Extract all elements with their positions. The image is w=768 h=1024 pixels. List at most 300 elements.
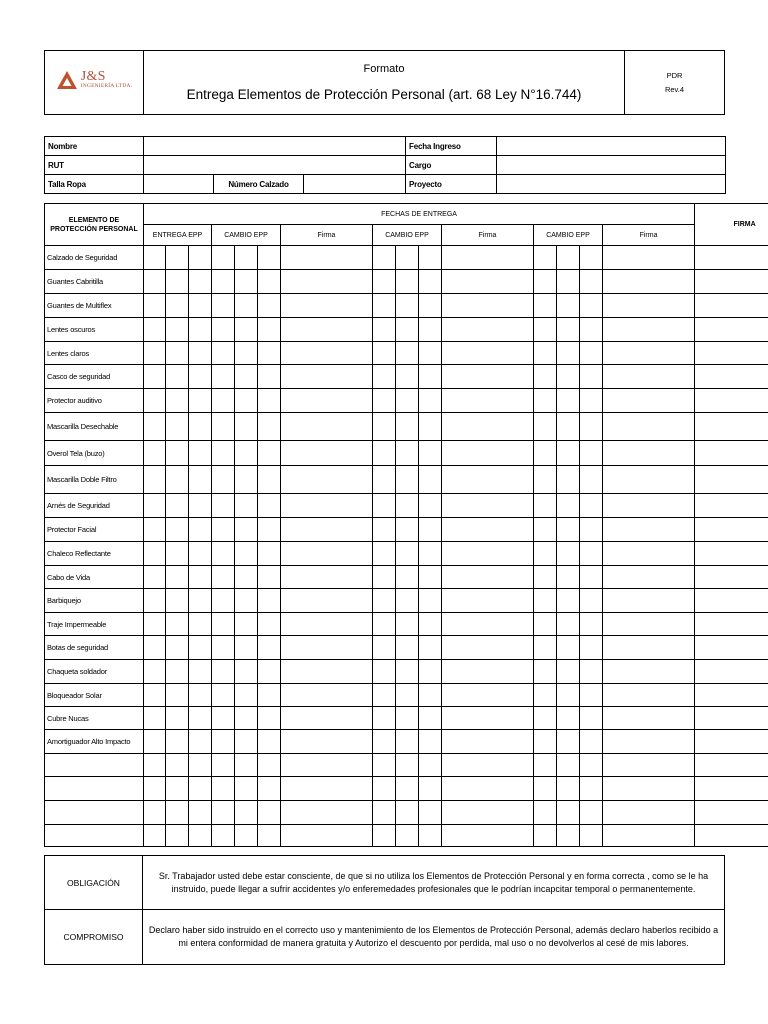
cambio-date-cell[interactable] [212,825,235,847]
cambio-date-cell[interactable] [373,318,396,342]
entrega-date-cell[interactable] [189,246,212,270]
cambio-date-cell[interactable] [557,518,580,542]
entrega-date-cell[interactable] [189,389,212,413]
cambio-date-cell[interactable] [258,270,281,294]
cambio-date-cell[interactable] [396,589,419,613]
cambio-date-cell[interactable] [419,825,442,847]
firma-cell[interactable] [281,518,373,542]
cambio-date-cell[interactable] [212,566,235,589]
cambio-date-cell[interactable] [258,684,281,707]
entrega-date-cell[interactable] [166,389,189,413]
entrega-date-cell[interactable] [189,636,212,660]
cambio-date-cell[interactable] [534,707,557,730]
cambio-date-cell[interactable] [580,413,603,441]
cambio-date-cell[interactable] [212,613,235,636]
cambio-date-cell[interactable] [580,825,603,847]
entrega-date-cell[interactable] [189,294,212,318]
firma-cell[interactable] [281,589,373,613]
cambio-date-cell[interactable] [419,494,442,518]
cambio-date-cell[interactable] [396,518,419,542]
cambio-date-cell[interactable] [373,801,396,825]
cambio-date-cell[interactable] [235,342,258,365]
cambio-date-cell[interactable] [557,342,580,365]
final-firma-cell[interactable] [695,660,768,684]
cambio-date-cell[interactable] [235,389,258,413]
final-firma-cell[interactable] [695,318,768,342]
final-firma-cell[interactable] [695,566,768,589]
entrega-date-cell[interactable] [144,825,166,847]
firma-cell[interactable] [442,613,534,636]
cambio-date-cell[interactable] [258,777,281,801]
entrega-date-cell[interactable] [189,825,212,847]
cambio-date-cell[interactable] [258,294,281,318]
final-firma-cell[interactable] [695,294,768,318]
cambio-date-cell[interactable] [557,494,580,518]
final-firma-cell[interactable] [695,518,768,542]
firma-cell[interactable] [603,566,695,589]
entrega-date-cell[interactable] [166,441,189,466]
cambio-date-cell[interactable] [419,389,442,413]
firma-cell[interactable] [603,518,695,542]
final-firma-cell[interactable] [695,542,768,566]
cambio-date-cell[interactable] [580,613,603,636]
cambio-date-cell[interactable] [534,566,557,589]
cambio-date-cell[interactable] [373,365,396,389]
entrega-date-cell[interactable] [166,365,189,389]
cambio-date-cell[interactable] [373,246,396,270]
entrega-date-cell[interactable] [189,365,212,389]
cambio-date-cell[interactable] [212,413,235,441]
cambio-date-cell[interactable] [534,777,557,801]
cambio-date-cell[interactable] [235,365,258,389]
cargo-field[interactable] [497,156,726,175]
cambio-date-cell[interactable] [557,246,580,270]
cambio-date-cell[interactable] [373,441,396,466]
cambio-date-cell[interactable] [235,270,258,294]
entrega-date-cell[interactable] [144,613,166,636]
cambio-date-cell[interactable] [580,589,603,613]
cambio-date-cell[interactable] [580,365,603,389]
firma-cell[interactable] [442,542,534,566]
cambio-date-cell[interactable] [534,441,557,466]
firma-cell[interactable] [281,754,373,777]
cambio-date-cell[interactable] [373,542,396,566]
cambio-date-cell[interactable] [258,566,281,589]
cambio-date-cell[interactable] [580,754,603,777]
cambio-date-cell[interactable] [396,636,419,660]
cambio-date-cell[interactable] [534,825,557,847]
cambio-date-cell[interactable] [235,466,258,494]
cambio-date-cell[interactable] [419,707,442,730]
cambio-date-cell[interactable] [396,413,419,441]
firma-cell[interactable] [442,825,534,847]
cambio-date-cell[interactable] [235,413,258,441]
cambio-date-cell[interactable] [580,566,603,589]
entrega-date-cell[interactable] [144,636,166,660]
cambio-date-cell[interactable] [419,318,442,342]
entrega-date-cell[interactable] [144,707,166,730]
firma-cell[interactable] [603,636,695,660]
firma-cell[interactable] [281,707,373,730]
cambio-date-cell[interactable] [396,246,419,270]
firma-cell[interactable] [603,441,695,466]
cambio-date-cell[interactable] [419,246,442,270]
entrega-date-cell[interactable] [189,413,212,441]
cambio-date-cell[interactable] [396,707,419,730]
entrega-date-cell[interactable] [189,494,212,518]
cambio-date-cell[interactable] [580,636,603,660]
entrega-date-cell[interactable] [189,707,212,730]
firma-cell[interactable] [281,318,373,342]
entrega-date-cell[interactable] [144,270,166,294]
cambio-date-cell[interactable] [373,777,396,801]
cambio-date-cell[interactable] [235,660,258,684]
cambio-date-cell[interactable] [534,389,557,413]
cambio-date-cell[interactable] [419,342,442,365]
cambio-date-cell[interactable] [419,365,442,389]
entrega-date-cell[interactable] [166,270,189,294]
firma-cell[interactable] [281,246,373,270]
cambio-date-cell[interactable] [235,518,258,542]
cambio-date-cell[interactable] [373,294,396,318]
cambio-date-cell[interactable] [557,754,580,777]
cambio-date-cell[interactable] [258,636,281,660]
firma-cell[interactable] [281,413,373,441]
cambio-date-cell[interactable] [557,825,580,847]
cambio-date-cell[interactable] [557,413,580,441]
firma-cell[interactable] [442,707,534,730]
cambio-date-cell[interactable] [396,660,419,684]
entrega-date-cell[interactable] [189,613,212,636]
entrega-date-cell[interactable] [189,801,212,825]
cambio-date-cell[interactable] [419,801,442,825]
firma-cell[interactable] [281,466,373,494]
cambio-date-cell[interactable] [373,754,396,777]
firma-cell[interactable] [603,270,695,294]
cambio-date-cell[interactable] [212,246,235,270]
rut-field[interactable] [144,156,406,175]
firma-cell[interactable] [603,825,695,847]
cambio-date-cell[interactable] [557,466,580,494]
final-firma-cell[interactable] [695,684,768,707]
final-firma-cell[interactable] [695,494,768,518]
cambio-date-cell[interactable] [212,466,235,494]
cambio-date-cell[interactable] [580,494,603,518]
cambio-date-cell[interactable] [580,294,603,318]
cambio-date-cell[interactable] [419,589,442,613]
firma-cell[interactable] [442,246,534,270]
cambio-date-cell[interactable] [557,389,580,413]
firma-cell[interactable] [442,636,534,660]
cambio-date-cell[interactable] [580,660,603,684]
cambio-date-cell[interactable] [396,801,419,825]
cambio-date-cell[interactable] [534,294,557,318]
entrega-date-cell[interactable] [189,777,212,801]
cambio-date-cell[interactable] [258,494,281,518]
cambio-date-cell[interactable] [373,413,396,441]
cambio-date-cell[interactable] [373,684,396,707]
cambio-date-cell[interactable] [212,777,235,801]
firma-cell[interactable] [442,389,534,413]
cambio-date-cell[interactable] [419,636,442,660]
cambio-date-cell[interactable] [235,494,258,518]
cambio-date-cell[interactable] [235,636,258,660]
cambio-date-cell[interactable] [580,518,603,542]
cambio-date-cell[interactable] [235,754,258,777]
firma-cell[interactable] [603,413,695,441]
firma-cell[interactable] [281,294,373,318]
firma-cell[interactable] [442,466,534,494]
cambio-date-cell[interactable] [235,707,258,730]
cambio-date-cell[interactable] [557,589,580,613]
cambio-date-cell[interactable] [212,660,235,684]
entrega-date-cell[interactable] [166,684,189,707]
entrega-date-cell[interactable] [144,413,166,441]
entrega-date-cell[interactable] [144,294,166,318]
entrega-date-cell[interactable] [144,754,166,777]
cambio-date-cell[interactable] [557,294,580,318]
firma-cell[interactable] [442,589,534,613]
cambio-date-cell[interactable] [258,660,281,684]
firma-cell[interactable] [442,777,534,801]
cambio-date-cell[interactable] [258,342,281,365]
firma-cell[interactable] [442,754,534,777]
cambio-date-cell[interactable] [419,270,442,294]
cambio-date-cell[interactable] [373,589,396,613]
cambio-date-cell[interactable] [258,589,281,613]
cambio-date-cell[interactable] [534,518,557,542]
final-firma-cell[interactable] [695,777,768,801]
firma-cell[interactable] [281,730,373,754]
cambio-date-cell[interactable] [557,542,580,566]
firma-cell[interactable] [442,270,534,294]
cambio-date-cell[interactable] [557,318,580,342]
entrega-date-cell[interactable] [144,684,166,707]
entrega-date-cell[interactable] [189,589,212,613]
firma-cell[interactable] [281,494,373,518]
cambio-date-cell[interactable] [258,707,281,730]
final-firma-cell[interactable] [695,754,768,777]
cambio-date-cell[interactable] [419,542,442,566]
final-firma-cell[interactable] [695,825,768,847]
cambio-date-cell[interactable] [396,613,419,636]
firma-cell[interactable] [281,825,373,847]
entrega-date-cell[interactable] [166,707,189,730]
firma-cell[interactable] [603,365,695,389]
cambio-date-cell[interactable] [557,441,580,466]
entrega-date-cell[interactable] [166,613,189,636]
firma-cell[interactable] [281,441,373,466]
cambio-date-cell[interactable] [258,730,281,754]
entrega-date-cell[interactable] [166,413,189,441]
cambio-date-cell[interactable] [258,466,281,494]
fecha-ingreso-field[interactable] [497,137,726,156]
firma-cell[interactable] [603,589,695,613]
cambio-date-cell[interactable] [419,294,442,318]
entrega-date-cell[interactable] [166,318,189,342]
firma-cell[interactable] [281,270,373,294]
entrega-date-cell[interactable] [144,342,166,365]
cambio-date-cell[interactable] [212,518,235,542]
cambio-date-cell[interactable] [557,613,580,636]
firma-cell[interactable] [442,730,534,754]
cambio-date-cell[interactable] [258,413,281,441]
cambio-date-cell[interactable] [580,801,603,825]
cambio-date-cell[interactable] [258,441,281,466]
cambio-date-cell[interactable] [235,589,258,613]
entrega-date-cell[interactable] [144,589,166,613]
final-firma-cell[interactable] [695,730,768,754]
cambio-date-cell[interactable] [258,801,281,825]
firma-cell[interactable] [603,246,695,270]
cambio-date-cell[interactable] [557,270,580,294]
entrega-date-cell[interactable] [144,318,166,342]
cambio-date-cell[interactable] [396,270,419,294]
entrega-date-cell[interactable] [166,660,189,684]
firma-cell[interactable] [603,684,695,707]
cambio-date-cell[interactable] [373,566,396,589]
final-firma-cell[interactable] [695,613,768,636]
entrega-date-cell[interactable] [166,777,189,801]
cambio-date-cell[interactable] [534,613,557,636]
entrega-date-cell[interactable] [144,466,166,494]
cambio-date-cell[interactable] [557,777,580,801]
firma-cell[interactable] [442,318,534,342]
cambio-date-cell[interactable] [258,825,281,847]
entrega-date-cell[interactable] [166,542,189,566]
firma-cell[interactable] [442,494,534,518]
entrega-date-cell[interactable] [189,466,212,494]
cambio-date-cell[interactable] [212,589,235,613]
cambio-date-cell[interactable] [396,342,419,365]
cambio-date-cell[interactable] [396,389,419,413]
firma-cell[interactable] [603,660,695,684]
cambio-date-cell[interactable] [534,246,557,270]
cambio-date-cell[interactable] [258,754,281,777]
final-firma-cell[interactable] [695,270,768,294]
firma-cell[interactable] [603,613,695,636]
final-firma-cell[interactable] [695,365,768,389]
cambio-date-cell[interactable] [580,730,603,754]
entrega-date-cell[interactable] [144,801,166,825]
cambio-date-cell[interactable] [373,270,396,294]
cambio-date-cell[interactable] [580,270,603,294]
final-firma-cell[interactable] [695,389,768,413]
firma-cell[interactable] [281,342,373,365]
entrega-date-cell[interactable] [189,730,212,754]
cambio-date-cell[interactable] [534,466,557,494]
cambio-date-cell[interactable] [534,318,557,342]
cambio-date-cell[interactable] [258,318,281,342]
firma-cell[interactable] [281,684,373,707]
cambio-date-cell[interactable] [212,684,235,707]
firma-cell[interactable] [281,542,373,566]
cambio-date-cell[interactable] [580,542,603,566]
cambio-date-cell[interactable] [396,318,419,342]
cambio-date-cell[interactable] [258,518,281,542]
cambio-date-cell[interactable] [373,389,396,413]
cambio-date-cell[interactable] [235,318,258,342]
cambio-date-cell[interactable] [534,684,557,707]
entrega-date-cell[interactable] [144,660,166,684]
entrega-date-cell[interactable] [166,754,189,777]
cambio-date-cell[interactable] [373,518,396,542]
cambio-date-cell[interactable] [235,542,258,566]
entrega-date-cell[interactable] [144,518,166,542]
cambio-date-cell[interactable] [396,542,419,566]
firma-cell[interactable] [442,518,534,542]
cambio-date-cell[interactable] [419,754,442,777]
entrega-date-cell[interactable] [166,294,189,318]
firma-cell[interactable] [442,294,534,318]
cambio-date-cell[interactable] [419,660,442,684]
cambio-date-cell[interactable] [580,441,603,466]
entrega-date-cell[interactable] [144,365,166,389]
cambio-date-cell[interactable] [557,684,580,707]
entrega-date-cell[interactable] [189,518,212,542]
cambio-date-cell[interactable] [534,413,557,441]
firma-cell[interactable] [603,542,695,566]
final-firma-cell[interactable] [695,413,768,441]
cambio-date-cell[interactable] [373,494,396,518]
cambio-date-cell[interactable] [235,777,258,801]
cambio-date-cell[interactable] [373,825,396,847]
cambio-date-cell[interactable] [212,342,235,365]
cambio-date-cell[interactable] [419,566,442,589]
entrega-date-cell[interactable] [189,660,212,684]
firma-cell[interactable] [603,466,695,494]
cambio-date-cell[interactable] [212,270,235,294]
cambio-date-cell[interactable] [235,825,258,847]
entrega-date-cell[interactable] [189,270,212,294]
firma-cell[interactable] [442,684,534,707]
entrega-date-cell[interactable] [144,494,166,518]
firma-cell[interactable] [281,660,373,684]
cambio-date-cell[interactable] [534,270,557,294]
cambio-date-cell[interactable] [534,754,557,777]
cambio-date-cell[interactable] [580,684,603,707]
cambio-date-cell[interactable] [396,441,419,466]
cambio-date-cell[interactable] [212,494,235,518]
firma-cell[interactable] [281,365,373,389]
entrega-date-cell[interactable] [144,389,166,413]
firma-cell[interactable] [442,660,534,684]
talla-ropa-field[interactable] [144,175,214,194]
firma-cell[interactable] [442,342,534,365]
entrega-date-cell[interactable] [166,342,189,365]
entrega-date-cell[interactable] [144,777,166,801]
entrega-date-cell[interactable] [166,518,189,542]
nombre-field[interactable] [144,137,406,156]
cambio-date-cell[interactable] [373,342,396,365]
cambio-date-cell[interactable] [534,494,557,518]
final-firma-cell[interactable] [695,246,768,270]
cambio-date-cell[interactable] [534,636,557,660]
cambio-date-cell[interactable] [212,707,235,730]
cambio-date-cell[interactable] [396,566,419,589]
entrega-date-cell[interactable] [166,466,189,494]
entrega-date-cell[interactable] [144,542,166,566]
final-firma-cell[interactable] [695,801,768,825]
cambio-date-cell[interactable] [419,730,442,754]
cambio-date-cell[interactable] [258,365,281,389]
cambio-date-cell[interactable] [557,801,580,825]
cambio-date-cell[interactable] [235,566,258,589]
firma-cell[interactable] [603,777,695,801]
cambio-date-cell[interactable] [534,542,557,566]
cambio-date-cell[interactable] [396,365,419,389]
cambio-date-cell[interactable] [396,754,419,777]
